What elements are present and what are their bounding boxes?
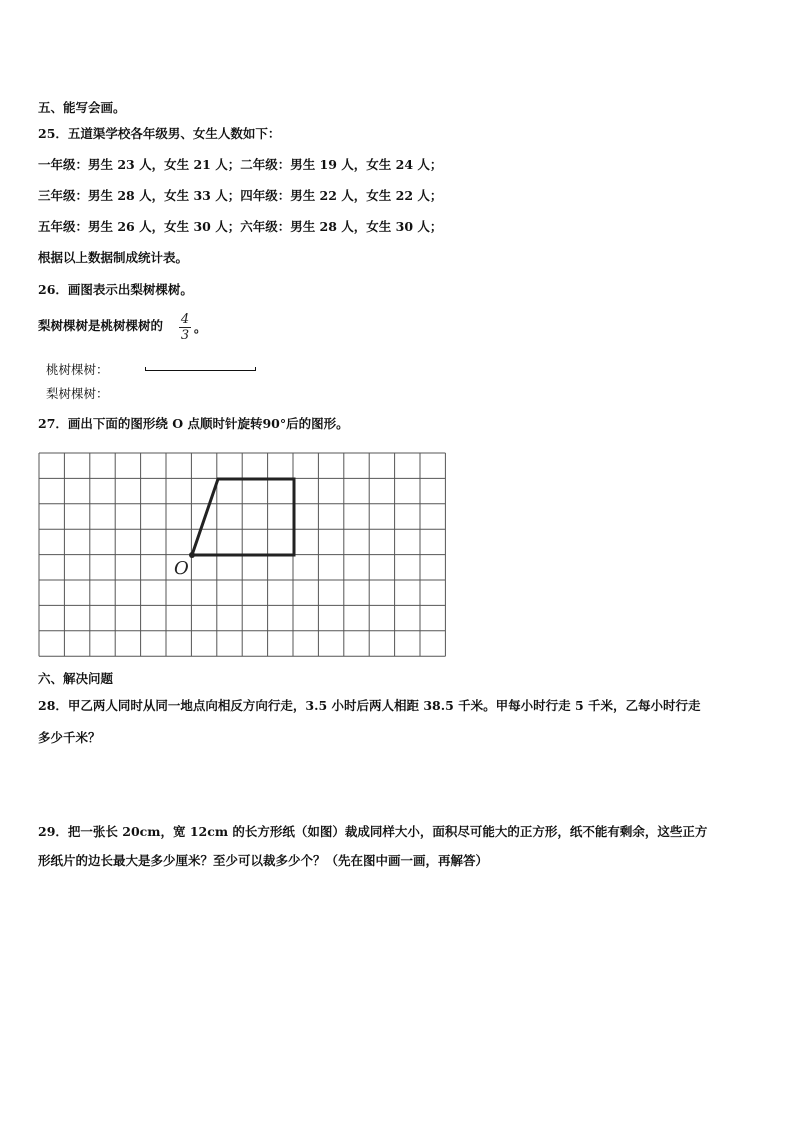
question-29-line-2: 形纸片的边长最大是多少厘米？至少可以裁多少个？（先在图中画一画，再解答） [38,853,489,868]
point-o-marker [189,552,195,558]
question-26-statement: 梨树棵树是桃树棵树的 [38,318,164,333]
section-6-heading: 六、解决问题 [38,671,114,686]
question-27-prompt: 27．画出下面的图形绕 O 点顺时针旋转90°后的图形。 [38,416,349,431]
section-5-heading: 五、能写会画。 [38,100,126,115]
question-25-prompt: 25．五道渠学校各年级男、女生人数如下： [38,126,281,141]
fraction-denominator: 3 [180,328,190,343]
question-25-data-line-3: 五年级：男生 26 人，女生 30 人；六年级：男生 28 人，女生 30 人； [38,219,443,234]
question-29-line-1: 29．把一张长 20cm，宽 12cm 的长方形纸（如图）裁成同样大小，面积尽可能大的正方形，纸不能有剩余，这些正方 [38,824,708,839]
question-25-data-line-2: 三年级：男生 28 人，女生 33 人；四年级：男生 22 人，女生 22 人； [38,188,443,203]
point-o-label: O [174,558,189,579]
pear-tree-label: 梨树棵树： [46,386,109,401]
question-25-instruction: 根据以上数据制成统计表。 [38,250,189,265]
question-28-line-1: 28．甲乙两人同时从同一地点向相反方向行走，3.5 小时后两人相距 38.5 千米。甲每小时行走 5 千米，乙每小时行走 [38,698,701,713]
question-26-statement-end: 。 [194,320,207,335]
question-25-data-line-1: 一年级：男生 23 人，女生 21 人；二年级：男生 19 人，女生 24 人； [38,157,443,172]
peach-tree-label: 桃树棵树： [46,362,109,377]
question-28-line-2: 多少千米？ [38,730,101,745]
shape-to-rotate [192,479,294,555]
fraction-numerator: 4 [180,312,190,327]
question-26-prompt: 26．画图表示出梨树棵树。 [38,282,193,297]
